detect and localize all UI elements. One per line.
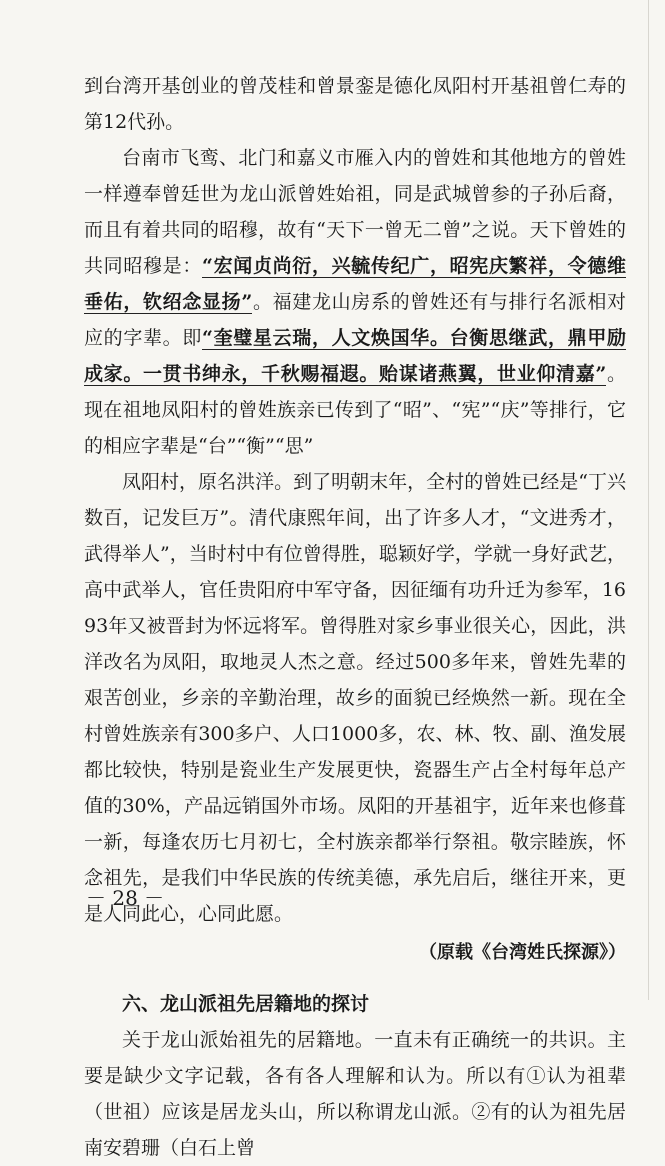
- page-edge-rule: [648, 0, 649, 1000]
- body-text: [84, 68, 626, 1166]
- paragraph-2-part-b: 。福建龙山房系的曾姓还有与排行名派相对应的字辈。即: [84, 291, 626, 349]
- paragraph-2-part-a: 台南市飞鸾、北门和嘉义市雁入内的曾姓和其他地方的曾姓一样遵奉曾廷世为龙山派曾姓始祖，同是武城曾参的子孙后裔，而且有着共同的昭穆，故有“天下一曾无二曾”之说。天下曾姓的共同昭穆是：: [84, 147, 626, 277]
- paragraph-2: [84, 140, 626, 464]
- underlined-zibei-1: “奎璧星云瑞，人文焕国华。台衡思继武，鼎甲励成家。: [84, 327, 626, 385]
- underlined-zhaomu: “宏闻贞尚衍，兴毓传纪广，昭宪庆繁祥，令德维垂佑，钦绍念显扬”: [84, 255, 626, 313]
- paragraph-4: 关于龙山派始祖先的居籍地。一直未有正确统一的共识。主要是缺少文字记载，各有各人理解和认为。所以有①认为祖辈（世祖）应该是居龙头山，所以称谓龙山派。②有的认为祖先居南安碧珊（白石上曾: [84, 1029, 626, 1159]
- paragraph-3: 凤阳村，原名洪洋。到了明朝末年，全村的曾姓已经是“丁兴数百，记发巨万”。清代康熙年间，出了许多人才，“文进秀才，武得举人”，当时村中有位曾得胜，聪颖好学，学就一身好武艺，高中武举人，官任贵阳府中军守备，因征缅有功升迁为参军，1693年又被晋封为怀远将军。曾得胜对家乡事业很关心，因此，洪洋改名为凤阳，取地灵人杰之意。经过500多年来，曾姓先辈的艰苦创业，乡亲的辛勤治理，故乡的面貌已经焕然一新。现在全村曾姓族亲有300多户、人口1000多，农、林、牧、副、渔发展都比较快，特别是瓷业生产发展更快，瓷器生产占全村每年总产值的30%，产品远销国外市场。凤阳的开基祖宇，近年来也修葺一新，每逢农历七月初七，全村族亲都举行祭祖。敬宗睦族，怀念祖先，是我们中华民族的传统美德，承先启后，继往开来，更是人同此心，心同此愿。: [84, 471, 626, 925]
- page-number: － 28 －: [86, 886, 165, 910]
- source-attribution: （原载《台湾姓氏探源》）: [419, 942, 626, 963]
- section-heading: 六、龙山派祖先居籍地的探讨: [122, 993, 370, 1015]
- paragraph-2-part-c: 。现在祖地凤阳村的曾姓族亲已传到了“昭”、“宪”“庆”等排行，它的相应字辈是“台”“衡”“思”: [84, 363, 626, 457]
- paragraph-1: 到台湾开基创业的曾茂桂和曾景銮是德化凤阳村开基祖曾仁寿的第12代孙。: [84, 75, 626, 133]
- underlined-zibei-2: 一贯书绅永，千秋赐福遐。贻谋诸燕翼，世业仰清嘉”: [143, 363, 607, 385]
